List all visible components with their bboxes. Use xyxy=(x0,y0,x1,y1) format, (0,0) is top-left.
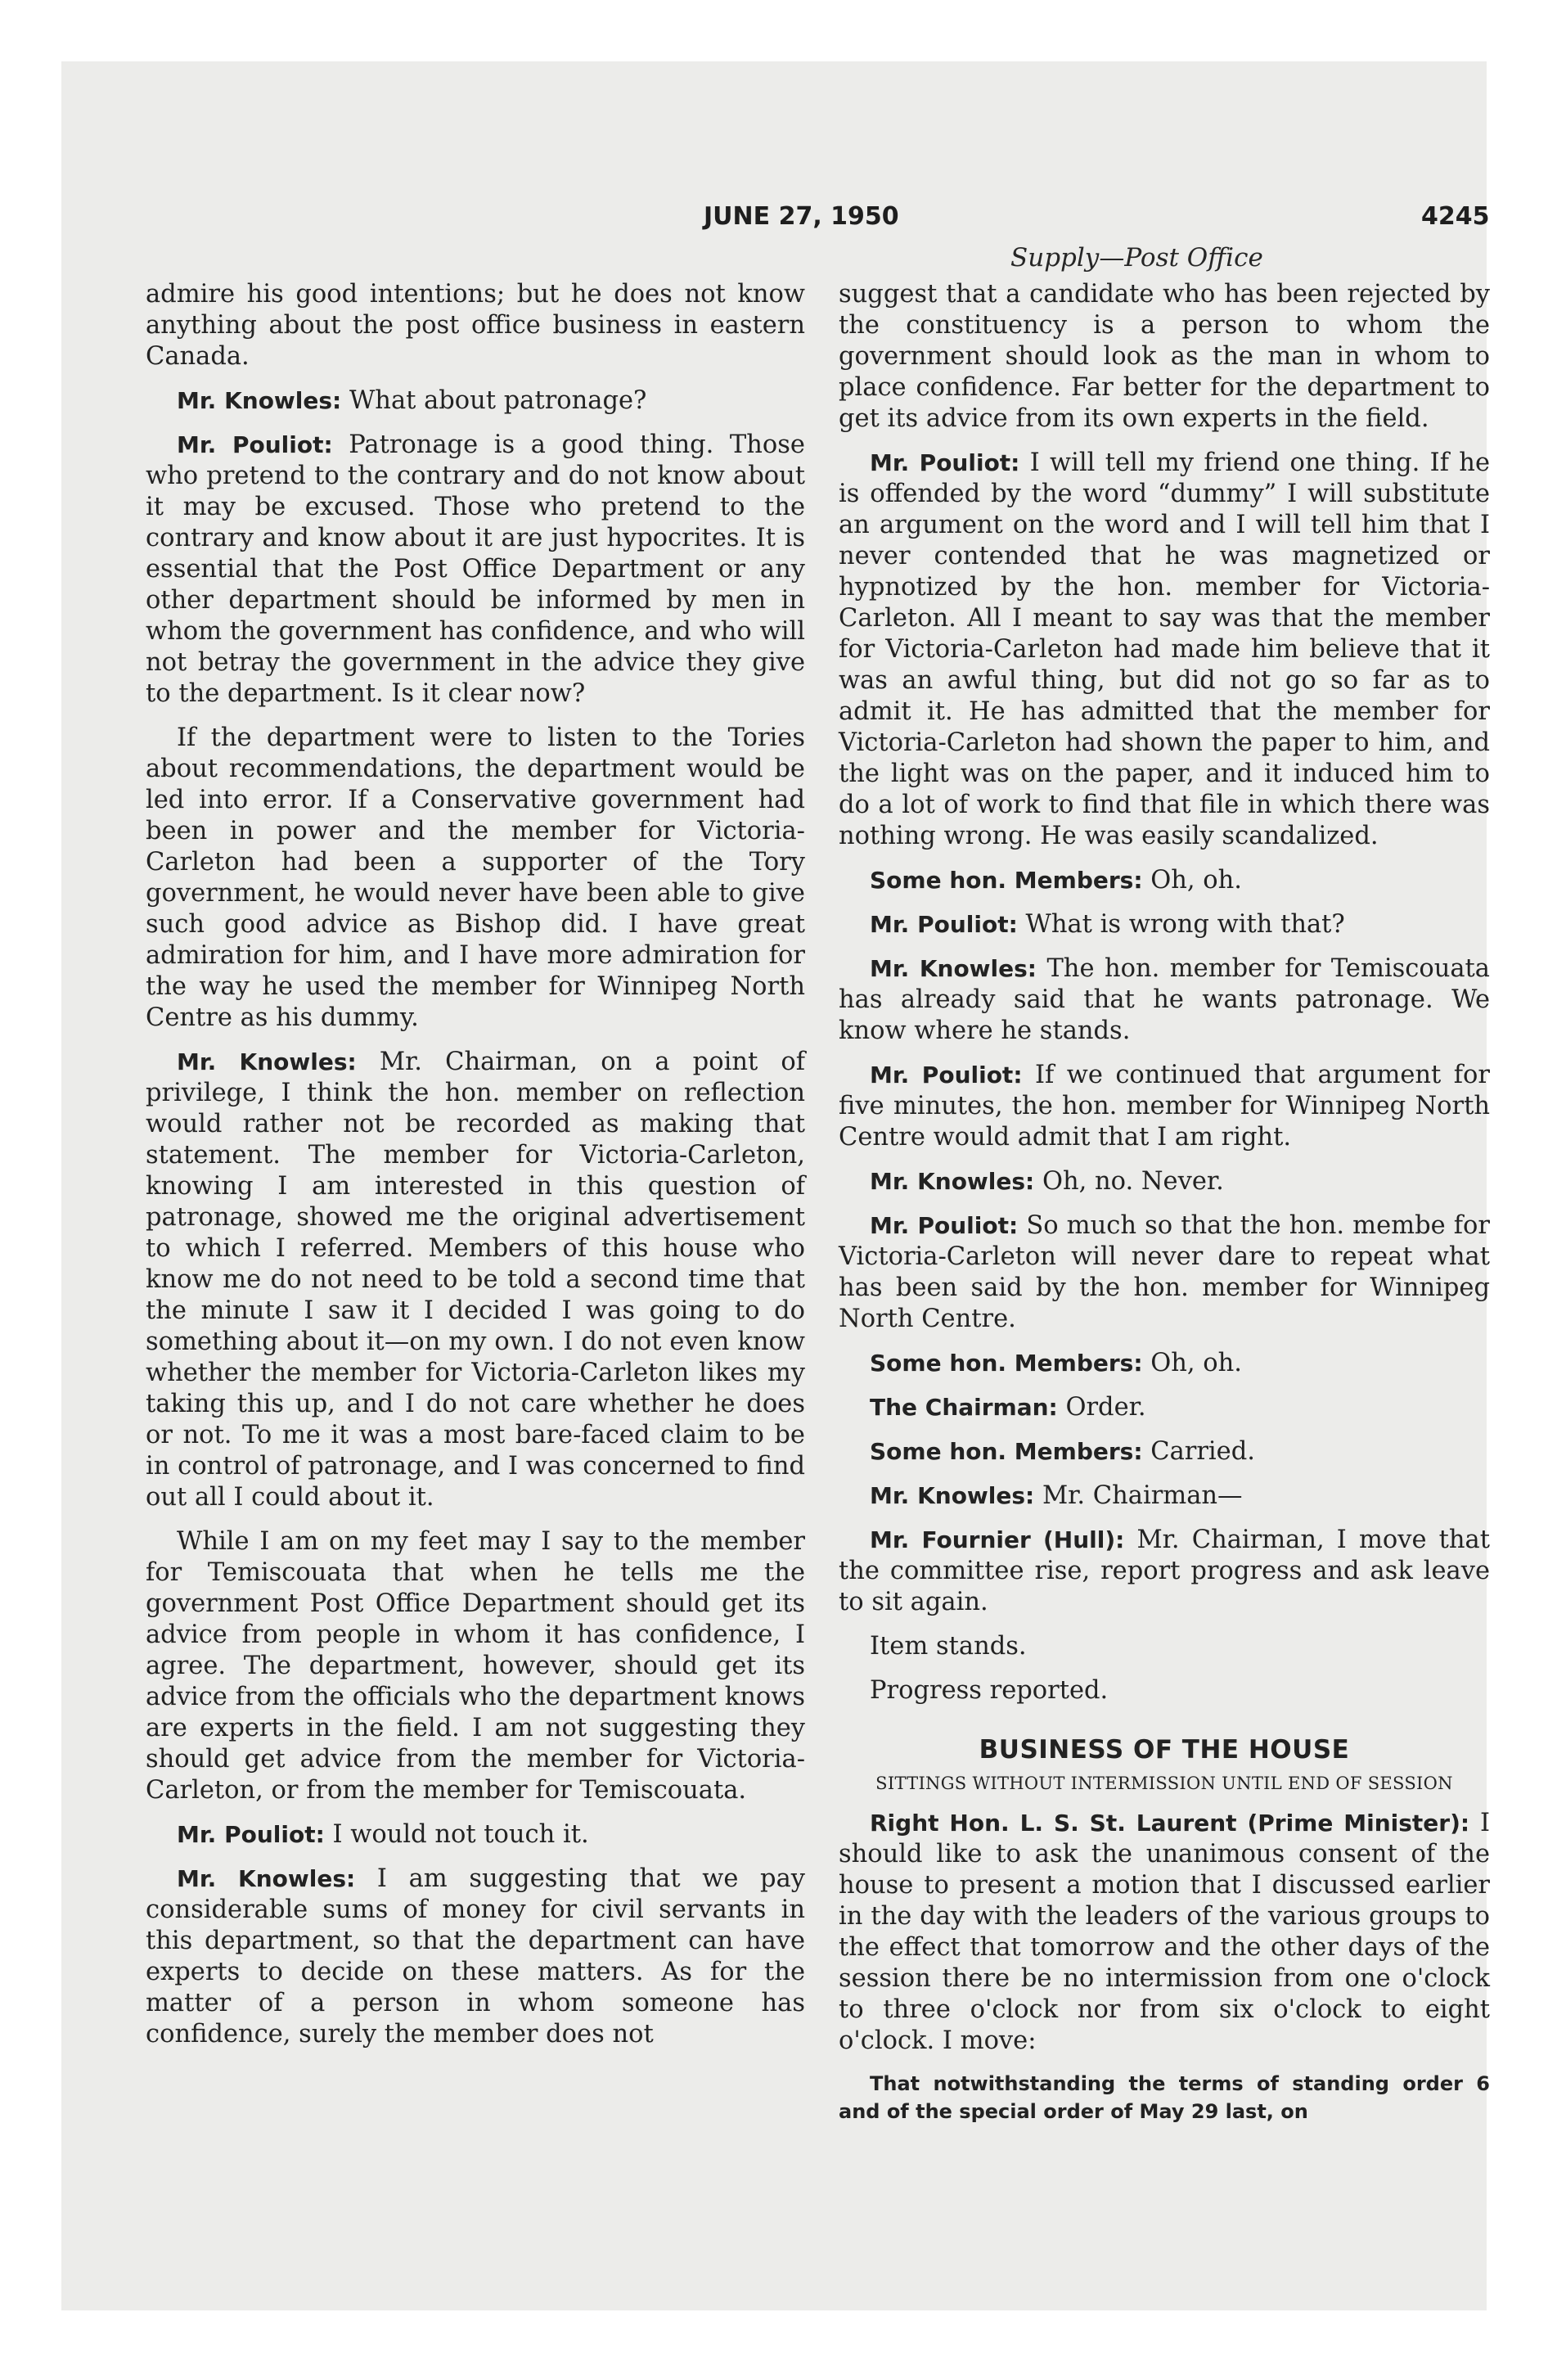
speaker-label: Right Hon. L. S. St. Laurent (Prime Minister): xyxy=(870,1810,1470,1837)
page-number: 4245 xyxy=(1421,202,1490,231)
paragraph-text: Mr. Chairman, on a point of privilege, I think the hon. member on reflection would rather not be recorded as making that statement. The member for Victoria-Carleton, knowing I am interested in this question of patronage, showed me the original advertisement to which I referred. Members of this house who know me do not need to be told a second time that the minute I saw it I decided I was going to do something about it—on my own. I do not even know whether the member for Victoria-Carleton likes my taking this up, and I do not care whether he does or not. To me it was a most bare-faced claim to be in control of patronage, and I was concerned to find out all I could about it. xyxy=(146,1048,806,1512)
paragraph xyxy=(146,430,805,710)
paragraph-text: What about patronage? xyxy=(349,386,647,415)
speaker-label: Mr. Knowles: xyxy=(177,1865,356,1892)
paragraph xyxy=(839,1210,1490,1335)
speaker-label: Mr. Pouliot: xyxy=(870,1212,1019,1239)
paragraph xyxy=(839,1060,1490,1153)
speaker-label: Mr. Pouliot: xyxy=(870,1062,1023,1089)
paragraph-text: I will tell my friend one thing. If he is offended by the word “dummy” I will substitute an argument on the word and I will tell him that I never contended that he was magnetized or hypnotized by the hon. member for Victoria-Carleton. All I meant to say was that the member for Victoria-Carleton had made him believe that it was an awful thing, but did not go so far as to admit it. He has admitted that the member for Victoria-Carleton had shown the paper to him, and the light was on the paper, and it induced him to do a lot of work to find that file in which there was nothing wrong. He was easily scandalized. xyxy=(839,449,1490,850)
paragraph-text: Oh, no. Never. xyxy=(1042,1167,1224,1196)
paragraph xyxy=(839,953,1490,1047)
speaker-label: Mr. Knowles: xyxy=(870,1482,1035,1509)
paragraph xyxy=(839,1166,1490,1197)
speaker-label: Mr. Knowles: xyxy=(870,955,1037,982)
speaker-label: Some hon. Members: xyxy=(870,867,1143,894)
paragraph xyxy=(146,1047,805,1513)
paragraph-text: If the department were to listen to the Tories about recommendations, the department would be led into error. If a Conservative government had been in power and the member for Victoria-Carleton had been a supporter of the Tory government, he would never have been able to give such good advice as Bishop did. I have great admiration for him, and I have more admiration for the way he used the member for Winnipeg North Centre as his dummy. xyxy=(146,723,805,1032)
paragraph-text: I would not touch it. xyxy=(332,1820,589,1849)
paragraph xyxy=(839,1436,1490,1467)
paragraph xyxy=(146,385,805,417)
paragraph xyxy=(839,279,1490,435)
business-heading: BUSINESS OF THE HOUSE xyxy=(979,1735,1350,1765)
paragraph-text: Order. xyxy=(1065,1393,1146,1422)
paragraph-text: Patronage is a good thing. Those who pretend to the contrary and do not know about it may be excused. Those who pretend to the contrary and know about it are just hypocrites. It is essential that the Post Office Department or any other department should be informed by men in whom the government has confidence, and who will not betray the government in the advice they give to the department. Is it clear now? xyxy=(146,430,805,708)
paragraph-text: I am suggesting that we pay considerable sums of money for civil servants in this department, so that the department can have experts to decide on these matters. As for the matter of a person in whom someone has confidence, surely the member does not xyxy=(146,1864,806,2049)
speaker-label: Mr. Knowles: xyxy=(177,1048,357,1075)
paragraph-text: The hon. member for Temiscouata has already said that he wants patronage. We know where he stands. xyxy=(839,954,1490,1045)
speaker-label: Some hon. Members: xyxy=(870,1350,1143,1377)
paragraph-text: Carried. xyxy=(1150,1437,1255,1466)
item-stands-note: Item stands. xyxy=(870,1632,1027,1661)
paragraph xyxy=(839,865,1490,896)
business-paragraph xyxy=(839,1808,1490,2057)
paragraph-text: Oh, oh. xyxy=(1150,866,1242,895)
paragraph-text: suggest that a candidate who has been rejected by the constituency is a person to whom the government should look as the man in whom to place confidence. Far better for the department to get its advice from its own experts in the field. xyxy=(839,280,1490,433)
left-column xyxy=(146,279,805,2063)
motion-text: That notwithstanding the terms of standing order 6 and of the special order of May 29 last, on xyxy=(839,2072,1490,2123)
speaker-label: Mr. Pouliot: xyxy=(177,1821,325,1848)
speaker-label: Mr. Pouliot: xyxy=(177,431,333,458)
paragraph-text: If we continued that argument for five minutes, the hon. member for Winnipeg North Centre would admit that I am right. xyxy=(839,1061,1490,1152)
speaker-label: Mr. Fournier (Hull): xyxy=(870,1526,1125,1553)
right-column xyxy=(839,279,1490,2139)
progress-reported-note: Progress reported. xyxy=(870,1676,1109,1705)
paragraph xyxy=(839,1481,1490,1512)
paragraph xyxy=(146,1819,805,1850)
speaker-label: Mr. Pouliot: xyxy=(870,449,1020,476)
speaker-label: The Chairman: xyxy=(870,1394,1058,1421)
speaker-label: Mr. Knowles: xyxy=(870,1168,1035,1195)
speaker-label: Mr. Knowles: xyxy=(177,387,342,414)
business-subheading: SITTINGS WITHOUT INTERMISSION UNTIL END OF SESSION xyxy=(875,1774,1453,1793)
paragraph-text: What is wrong with that? xyxy=(1025,910,1345,939)
paragraph-text: I should like to ask the unanimous consent of the house to present a motion that I discussed earlier in the day with the leaders of the various groups to the effect that tomorrow and the other days of the session there be no intermission from one o'clock to three o'clock nor from six o'clock to eight o'clock. I move: xyxy=(839,1809,1490,2055)
page-date: JUNE 27, 1950 xyxy=(704,202,899,231)
document-page xyxy=(61,61,1490,2310)
paragraph-text: So much so that the hon. membe for Victoria-Carleton will never dare to repeat what has been said by the hon. member for Winnipeg North Centre. xyxy=(839,1211,1490,1333)
paragraph-text: While I am on my feet may I say to the member for Temiscouata that when he tells me the government Post Office Department should get its advice from people in whom it has confidence, I agree. The department, however, should get its advice from the officials who the department knows are experts in the field. I am not suggesting they should get advice from the member for Victoria-Carleton, or from the member for Temiscouata. xyxy=(146,1527,805,1805)
paragraph xyxy=(146,279,805,372)
paragraph-text: Oh, oh. xyxy=(1150,1349,1242,1377)
paragraph xyxy=(839,909,1490,940)
paragraph xyxy=(839,1392,1490,1423)
paragraph xyxy=(146,1864,805,2050)
paragraph-text: Mr. Chairman— xyxy=(1042,1481,1243,1510)
paragraph-text: admire his good intentions; but he does not know anything about the post office business in eastern Canada. xyxy=(146,280,805,371)
speaker-label: Mr. Pouliot: xyxy=(870,911,1018,938)
section-title: Supply—Post Office xyxy=(1010,243,1263,273)
paragraph xyxy=(839,448,1490,852)
paragraph xyxy=(146,723,805,1034)
paragraph-text: Mr. Chairman, I move that the committee rise, report progress and ask leave to sit again. xyxy=(839,1526,1490,1616)
right-paragraphs xyxy=(839,279,1490,1618)
speaker-label: Some hon. Members: xyxy=(870,1438,1143,1465)
paragraph xyxy=(146,1526,805,1806)
paragraph xyxy=(839,1348,1490,1379)
paragraph xyxy=(839,1525,1490,1618)
